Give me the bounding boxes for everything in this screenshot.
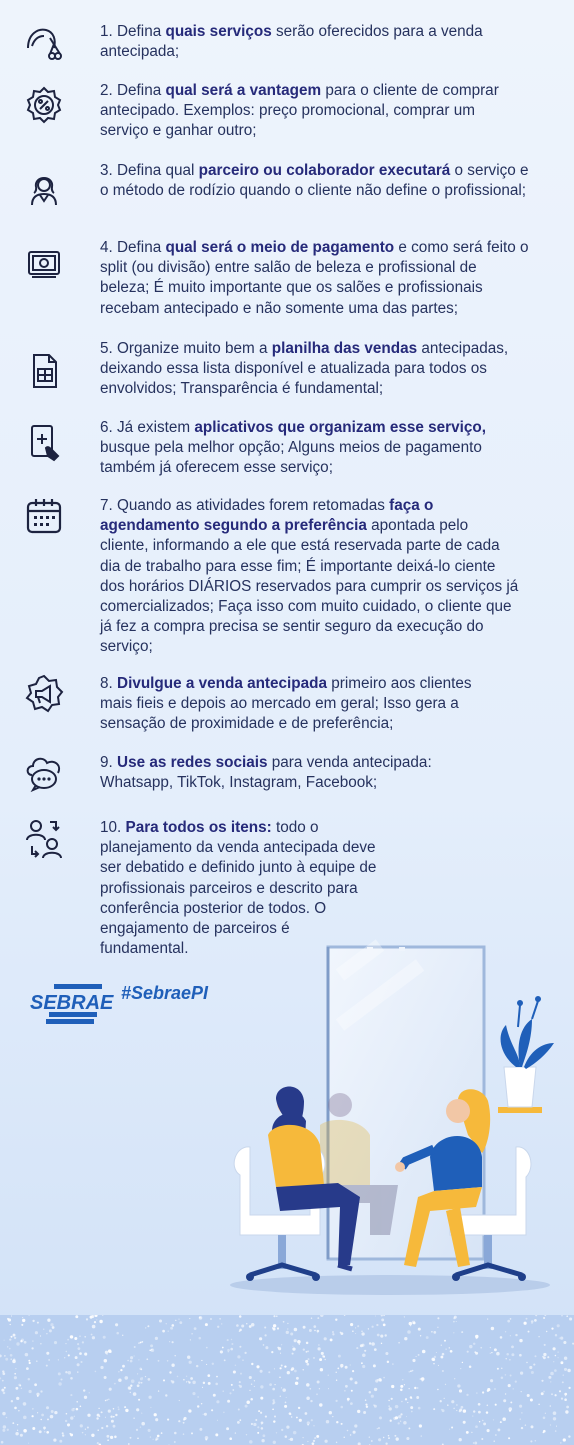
sebrae-logo <box>28 982 118 1030</box>
spreadsheet-icon <box>24 351 64 391</box>
tip-text-5: 5. Organize muito bem a planilha das vendas antecipadas, deixando essa lista disponível e atualizada para todos os envolvidos; Transparência é fundamental; <box>100 340 509 398</box>
discount-badge-icon <box>24 85 64 125</box>
tip-text-7: 7. Quando as atividades forem retomadas faça o agendamento segundo a preferência apontada pelo cliente, informando a ele que está reservada parte de cada dia de trabalho para esse fim; É importante deixá-lo ciente dos horários DIÁRIOS reservados para cumprir os serviços já comercializados; Faça isso com muito cuidado, o cliente que já fez a compra precisa se sentir seguro da execução do serviço; <box>100 497 519 656</box>
tip-text-2: 2. Defina qual será a vantagem para o cliente de comprar antecipado. Exemplos: preço promocional, comprar um serviço e ganhar outro; <box>100 82 499 140</box>
tip-emphasis: quais serviços <box>165 23 272 40</box>
professional-woman-icon <box>24 167 64 207</box>
team-exchange-icon <box>24 818 64 858</box>
megaphone-icon <box>24 674 64 714</box>
tip-text-4: 4. Defina qual será o meio de pagamento e como será feito o split (ou divisão) entre salão de beleza e profissional de beleza; É muito importante que os salões e profissionais recebam antecipado e não somente uma das partes; <box>100 239 529 317</box>
tip-text-10: 10. Para todos os itens: todo o planejamento da venda antecipada deve ser debatido e definido junto à equipe de profissionais parceiros e descrito para conferência posterior de todos. O engajamento de parceiros é fundamental. <box>100 819 377 958</box>
tip-emphasis: planilha das vendas <box>271 340 418 357</box>
tip-emphasis: Para todos os itens: <box>125 819 272 836</box>
sebrae-logo-text: SEBRAE <box>30 992 114 1014</box>
money-bill-icon <box>24 244 64 284</box>
tip-text-8: 8. Divulgue a venda antecipada primeiro aos clientes mais fieis e depois ao mercado em geral; Isso gera a sensação de proximidade e de preferência; <box>100 675 472 733</box>
salon-illustration <box>220 935 574 1305</box>
tip-text-6: 6. Já existem aplicativos que organizam esse serviço, busque pela melhor opção; Alguns meios de pagamento também já oferecem esse serviço; <box>100 419 486 477</box>
tip-emphasis: Divulgue a venda antecipada <box>117 675 327 692</box>
tip-text-1: 1. Defina quais serviços serão oferecidos para a venda antecipada; <box>100 23 483 61</box>
calendar-icon <box>24 496 64 536</box>
tip-emphasis: qual será o meio de pagamento <box>165 239 395 256</box>
mobile-app-icon <box>24 422 64 462</box>
tip-emphasis: aplicativos que organizam esse serviço, <box>194 419 486 436</box>
tip-emphasis: parceiro ou colaborador executará <box>198 162 451 179</box>
tip-emphasis: qual será a vantagem <box>165 82 322 99</box>
hair-cutting-icon <box>24 22 64 62</box>
tip-text-9: 9. Use as redes sociais para venda antecipada: Whatsapp, TikTok, Instagram, Facebook; <box>100 754 432 792</box>
tip-text-3: 3. Defina qual parceiro ou colaborador executará o serviço e o método de rodízio quando o cliente não define o profissional; <box>100 162 529 200</box>
tip-emphasis: Use as redes sociais <box>117 754 268 771</box>
decorative-texture-band <box>0 1315 574 1445</box>
hashtag: #SebraePI <box>121 983 209 1003</box>
tip-emphasis: faça o agendamento segundo a preferência <box>100 497 434 535</box>
chat-cloud-icon <box>24 753 64 793</box>
